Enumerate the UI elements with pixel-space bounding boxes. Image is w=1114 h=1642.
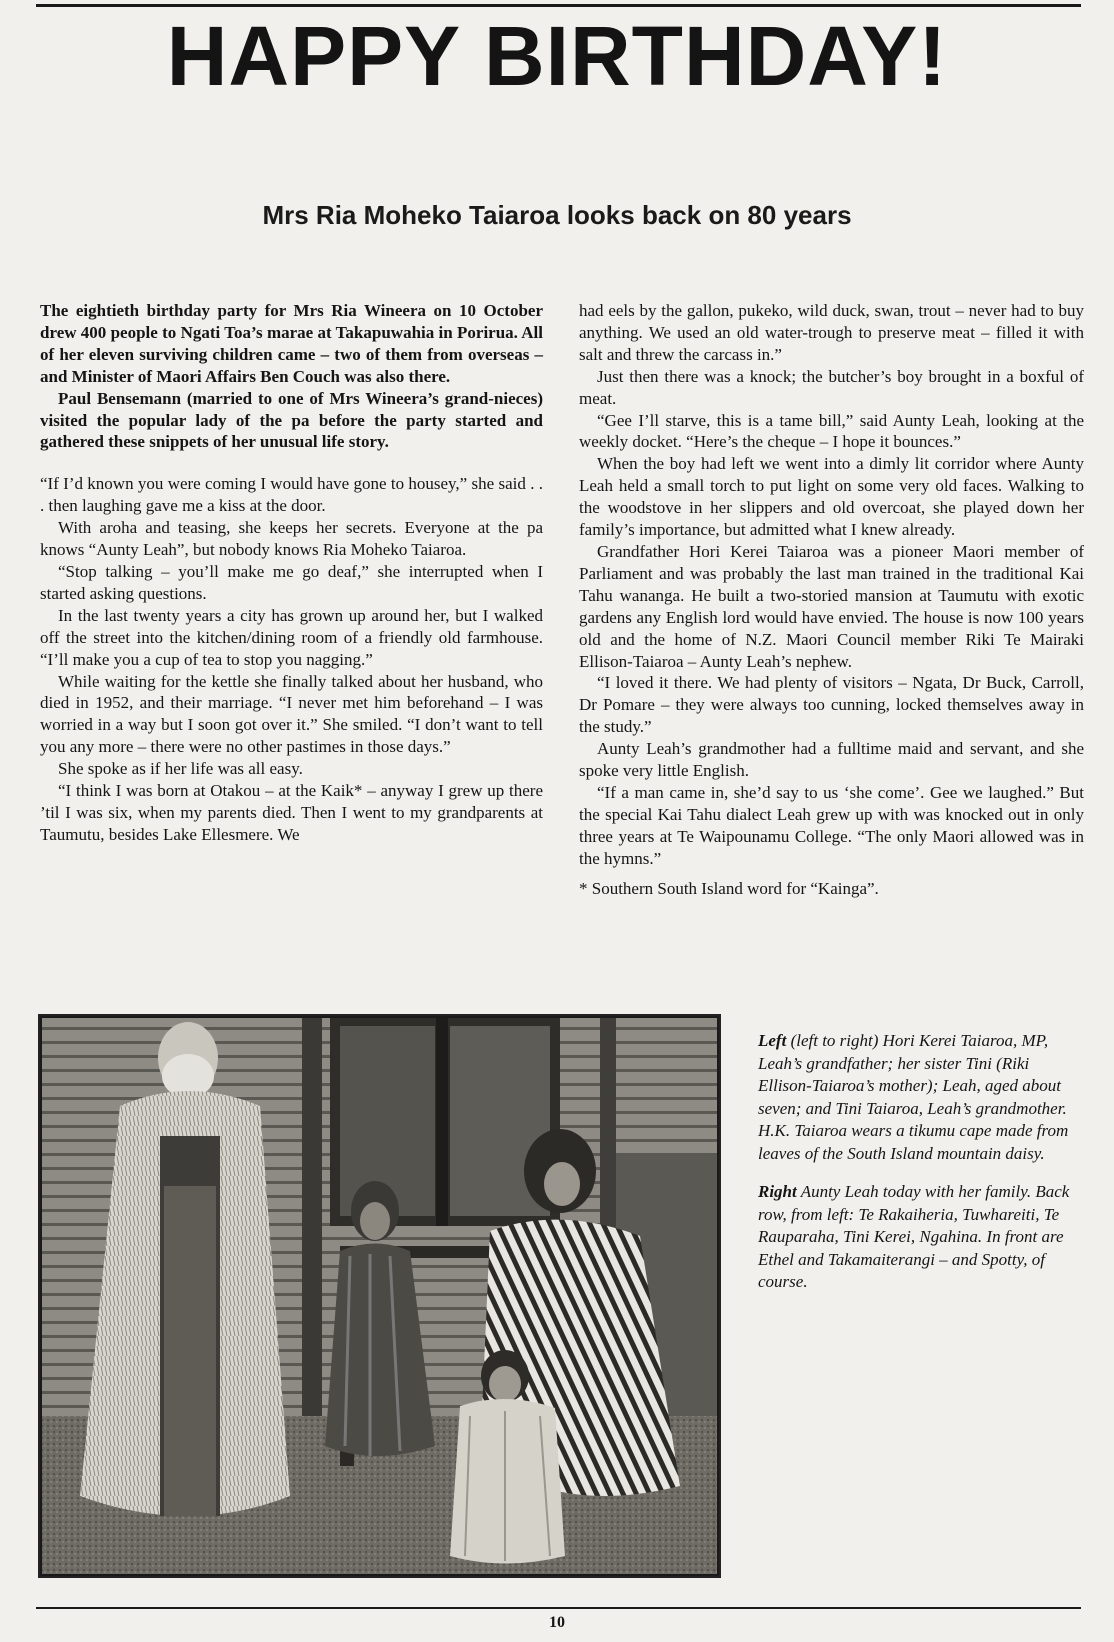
caption-left-text: (left to right) Hori Kerei Taiaroa, MP, Leah’s grandfather; her sister Tini (Riki Ellison-Taiaroa’s mother); Leah, aged about seven; and Tini Taiaroa, Leah’s grandmother. xyxy=(758,1031,1067,1118)
body-paragraph: Just then there was a knock; the butcher’s boy brought in a boxful of meat. xyxy=(579,366,1084,408)
body-paragraph: “If I’d known you were coming I would have gone to housey,” she said . . . then laughing gave me a kiss at the door. xyxy=(40,474,543,516)
body-paragraph: “I think I was born at Otakou – at the Kaik* – anyway I grew up there ’til I was six, when my parents died. Then I went to my grandparents at Taumutu, besides Lake Ellesmere. We xyxy=(40,781,543,844)
page-number: 10 xyxy=(549,1614,565,1631)
bottom-rule xyxy=(36,1607,1081,1609)
right-column xyxy=(579,300,1084,899)
lead-paragraph: Paul Bensemann (married to one of Mrs Wineera’s grand-nieces) visited the popular lady of the pa before the party started and gathered these snippets of her unusual life story. xyxy=(40,388,543,452)
caption-right-label: Right xyxy=(758,1182,797,1201)
article-subtitle: Mrs Ria Moheko Taiaroa looks back on 80 years xyxy=(262,200,852,230)
historic-family-photo xyxy=(38,1014,721,1578)
caption-right-text: Aunty Leah today with her family. Back row, from left: Te Rakaiheria, Tuwhareiti, Te Rauparaha, Tini Kerei, Ngahina. In front are Ethel and Takamaiterangi – and Spotty, of course. xyxy=(758,1182,1070,1291)
caption-left-text-2: H.K. Taiaroa wears a tikumu cape made from leaves of the South Island mountain daisy. xyxy=(758,1121,1069,1163)
body-paragraph: had eels by the gallon, pukeko, wild duck, swan, trout – never had to buy anything. We used an old water-trough to preserve meat – filled it with salt and threw the carcass in.” xyxy=(579,301,1084,364)
caption-left xyxy=(758,1030,1074,1165)
body-paragraph: “Stop talking – you’ll make me go deaf,” she interrupted when I started asking questions. xyxy=(40,561,543,603)
body-paragraph: With aroha and teasing, she keeps her secrets. Everyone at the pa knows “Aunty Leah”, but nobody knows Ria Moheko Taiaroa. xyxy=(40,518,543,560)
footnote: * Southern South Island word for “Kainga”. xyxy=(579,878,879,898)
body-paragraph: Grandfather Hori Kerei Taiaroa was a pioneer Maori member of Parliament and was probably the last man trained in the traditional Kai Tahu wananga. He built a two-storied mansion at Taumutu with exotic gardens any English lord would have envied. The house is now 100 years old and the home of N.Z. Maori Council member Riki Te Mairaki Ellison-Taiaroa – Aunty Leah’s nephew. xyxy=(579,541,1084,671)
body-paragraph: In the last twenty years a city has grown up around her, but I walked off the street into the kitchen/dining room of a friendly old farmhouse. “I’ll make you a cup of tea to stop you nagging.” xyxy=(40,605,543,669)
page-title: HAPPY BIRTHDAY! xyxy=(166,9,948,103)
body-paragraph: While waiting for the kettle she finally talked about her husband, who died in 1952, and their marriage. “I never met him beforehand – I was worried in a way but I soon got over it.” She smiled. “I don’t want to tell you any more – there were no other pastimes in those days.” xyxy=(40,671,543,757)
body-paragraph: “If a man came in, she’d say to us ‘she come’. Gee we laughed.” But the special Kai Tahu dialect Leah grew up with was knocked out in only three years at Te Waipounamu College. “The only Maori allowed was in the hymns.” xyxy=(579,782,1084,868)
body-paragraph: “I loved it there. We had plenty of visitors – Ngata, Dr Buck, Carroll, Dr Pomare – they were always too cunning, locked themselves away in the study.” xyxy=(579,673,1084,737)
body-paragraph: She spoke as if her life was all easy. xyxy=(58,759,303,779)
top-rule xyxy=(36,4,1081,7)
caption-left-label: Left xyxy=(758,1031,787,1050)
body-paragraph: “Gee I’ll starve, this is a tame bill,” said Aunty Leah, looking at the weekly docket. “Here’s the cheque – I hope it bounces.” xyxy=(579,410,1084,452)
body-paragraph: When the boy had left we went into a dimly lit corridor where Aunty Leah held a small torch to put light on some very old faces. Walking to the woodstove in her slippers and old overcoat, she played down her family’s importance, but admitted what I knew already. xyxy=(579,454,1084,540)
caption-right xyxy=(758,1181,1074,1294)
left-column xyxy=(40,300,543,846)
body-paragraph: Aunty Leah’s grandmother had a fulltime maid and servant, and she spoke very little English. xyxy=(579,739,1084,781)
photo-caption xyxy=(758,1030,1074,1310)
lead-paragraph: The eightieth birthday party for Mrs Ria Wineera on 10 October drew 400 people to Ngati Toa’s marae at Takapuwahia in Porirua. All of her eleven surviving children came – two of them from overseas – and Minister of Maori Affairs Ben Couch was also there. xyxy=(40,301,543,386)
